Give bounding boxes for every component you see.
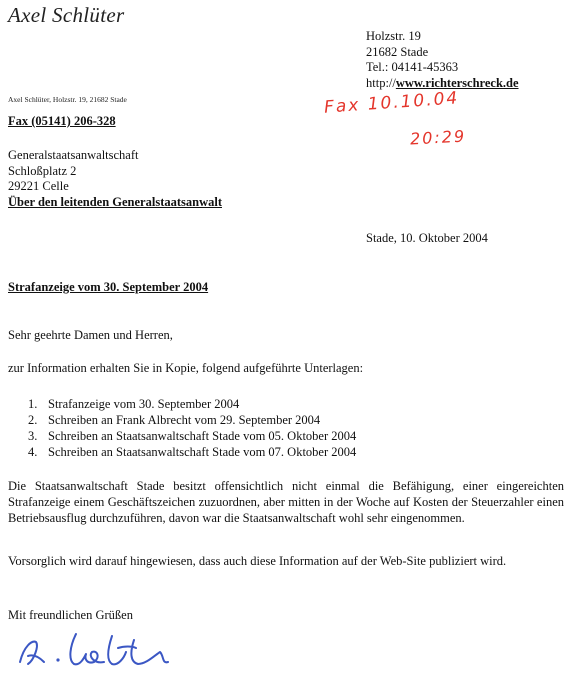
- list-item: [28, 444, 356, 460]
- sender-address-block: [366, 29, 519, 91]
- list-text: Schreiben an Frank Albrecht vom 29. September 2004: [48, 413, 321, 427]
- recipient-line: Schloßplatz 2: [8, 163, 77, 178]
- recipient-address: [8, 148, 222, 210]
- list-number: 2.: [28, 413, 38, 427]
- sender-name: Axel Schlüter: [8, 3, 125, 27]
- closing: Mit freundlichen Grüßen: [8, 608, 133, 622]
- return-address-line: Axel Schlüter, Holzstr. 19, 21682 Stade: [8, 95, 127, 104]
- fax-stamp-date: Fax 10.10.04: [323, 88, 460, 118]
- letter-date: Stade, 10. Oktober 2004: [366, 231, 488, 245]
- letter-subject: Strafanzeige vom 30. September 2004: [8, 280, 209, 294]
- body-paragraph: Die Staatsanwaltschaft Stade besitzt offensichtlich nicht einmal die Befähigung, einer eingereichten Strafanzeige einem Geschäftszeichen zuzuordnen, aber mitten in der Woche auf Kosten der Steuerzahler einen Betriebsausflug durchzuführen, davon war die Staatsanwaltschaft wohl sehr eingenommen.: [8, 479, 564, 525]
- list-item: [28, 428, 356, 444]
- list-text: Schreiben an Staatsanwaltschaft Stade vom 07. Oktober 2004: [48, 445, 357, 459]
- recipient-line: Generalstaatsanwaltschaft: [8, 148, 139, 162]
- list-item: [28, 412, 356, 428]
- list-item: [28, 396, 356, 412]
- sender-street: Holzstr. 19: [366, 29, 421, 43]
- sender-city: 21682 Stade: [366, 44, 429, 59]
- website-prefix: http://: [366, 75, 396, 90]
- list-number: 1.: [28, 397, 38, 411]
- recipient-line: 29221 Celle: [8, 179, 69, 193]
- handwritten-signature: [14, 626, 184, 670]
- list-text: Strafanzeige vom 30. September 2004: [48, 397, 240, 411]
- list-number: 4.: [28, 445, 38, 459]
- recipient-attention-line: Über den leitenden Generalstaatsanwalt: [8, 194, 222, 209]
- list-text: Schreiben an Staatsanwaltschaft Stade vom 05. Oktober 2004: [48, 429, 357, 443]
- list-number: 3.: [28, 429, 38, 443]
- website-link[interactable]: www.richterschreck.de: [395, 75, 519, 90]
- sender-phone: Tel.: 04141-45363: [366, 60, 459, 74]
- enclosure-list: [28, 396, 356, 460]
- salutation: Sehr geehrte Damen und Herren,: [8, 328, 173, 342]
- fax-stamp-time: 20:29: [409, 126, 467, 149]
- intro-sentence: zur Information erhalten Sie in Kopie, folgend aufgeführte Unterlagen:: [8, 361, 364, 375]
- body-paragraph: Vorsorglich wird darauf hingewiesen, dass auch diese Information auf der Web-Site publiziert wird.: [8, 554, 507, 568]
- fax-number: Fax (05141) 206-328: [8, 114, 116, 128]
